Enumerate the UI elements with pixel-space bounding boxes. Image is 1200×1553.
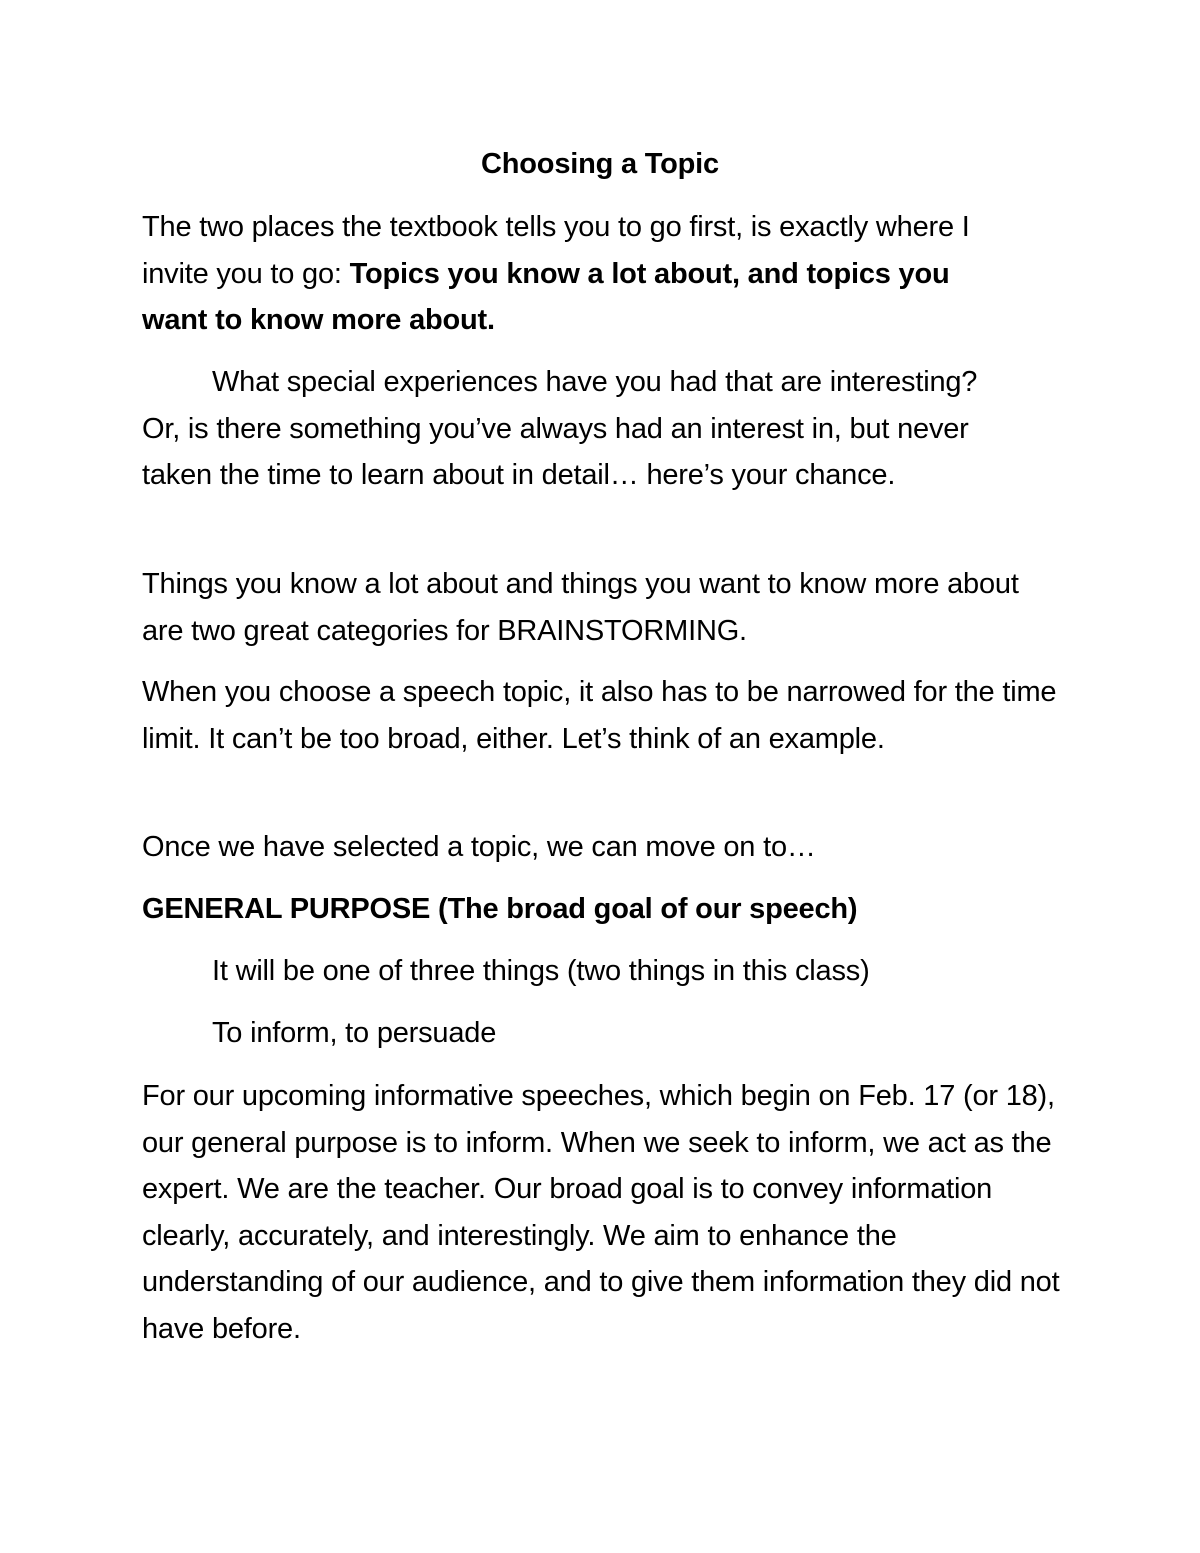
narrow-topic-paragraph: When you choose a speech topic, it also has to be narrowed for the time limit. It can’t be too broad, either. Let’s think of an example. xyxy=(142,676,1057,755)
inform-persuade-line: To inform, to persuade xyxy=(212,1017,497,1049)
brainstorming-paragraph: Things you know a lot about and things you want to know more about are two great categories for BRAINSTORMING. xyxy=(142,568,1019,647)
informative-speech-paragraph: For our upcoming informative speeches, which begin on Feb. 17 (or 18), our general purpose is to inform. When we seek to inform, we act as the expert. We are the teacher. Our broad goal is to convey information clearly, accurately, and interestingly. We aim to enhance the understanding of our audience, and to give them information they did not have before. xyxy=(142,1080,1060,1345)
document-title: Choosing a Topic xyxy=(481,148,719,180)
experiences-paragraph: What special experiences have you had that are interesting? Or, is there something you’ve always had an interest in, but never taken the time to learn about in detail… here’s your chance. xyxy=(142,366,978,491)
move-on-paragraph: Once we have selected a topic, we can move on to… xyxy=(142,831,816,863)
three-things-line: It will be one of three things (two things in this class) xyxy=(212,955,870,987)
general-purpose-heading: GENERAL PURPOSE (The broad goal of our speech) xyxy=(142,893,858,925)
intro-paragraph xyxy=(142,204,1022,344)
intro-text: The two places the textbook tells you to go first, is exactly where I invite you to go: xyxy=(142,211,970,290)
intro-bold-text: Topics you know a lot about, and topics you want to know more about. xyxy=(142,257,950,336)
